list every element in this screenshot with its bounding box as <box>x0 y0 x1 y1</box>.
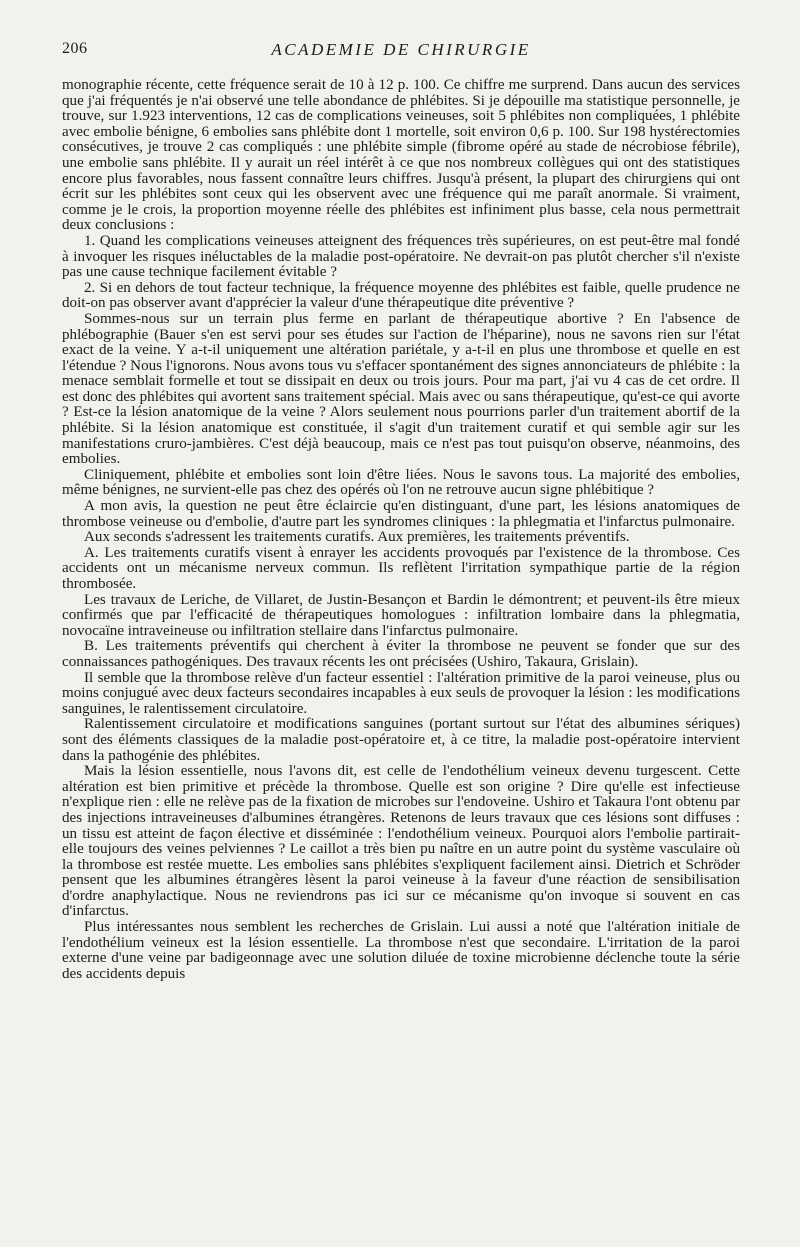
body-text <box>62 78 740 982</box>
paragraph: Les travaux de Leriche, de Villaret, de Justin-Besançon et Bardin le démontrent; et peuvent-ils être mieux confirmés que par l'efficacité de thérapeutiques homologues : infiltration lombaire dans la phlegmatia, novocaïne intraveineuse ou infiltration stellaire dans l'infarctus pulmonaire. <box>62 591 740 639</box>
paragraph: A. Les traitements curatifs visent à enrayer les accidents provoqués par l'existence de la thrombose. Ces accidents ont un mécanisme nerveux commun. Ils reflètent l'irritation sympathique partie de la région thrombosée. <box>62 544 740 592</box>
paragraph: B. Les traitements préventifs qui cherchent à éviter la thrombose ne peuvent se fonder que sur des connaissances pathogéniques. Des travaux récents les ont précisées (Ushiro, Takaura, Grislain). <box>62 638 740 670</box>
paragraph: 1. Quand les complications veineuses atteignent des fréquences très supérieures, on est peut-être mal fondé à invoquer les risques inéluctables de la maladie post-opératoire. Ne devrait-on pas plutôt chercher s'il n'existe pas une cause technique facilement évitable ? <box>62 232 740 281</box>
paragraph: 2. Si en dehors de tout facteur technique, la fréquence moyenne des phlébites est faible, quelle prudence ne doit-on pas observer avant d'apprécier la valeur d'une thérapeutique dite préventive ? <box>62 279 740 312</box>
paragraph: A mon avis, la question ne peut être éclaircie qu'en distinguant, d'une part, les lésions anatomiques de thrombose veineuse ou d'embolie, d'autre part les syndromes cliniques : la phlegmatia et l'infarctus pulmonaire. <box>62 498 740 530</box>
paragraph: Cliniquement, phlébite et embolies sont loin d'être liées. Nous le savons tous. La majorité des embolies, même bénignes, ne survient-elle pas chez des opérés où l'on ne retrouve aucun signe phlébitique ? <box>62 466 740 499</box>
paragraph: Sommes-nous sur un terrain plus ferme en parlant de thérapeutique abortive ? En l'absence de phlébographie (Bauer s'en est servi pour ses études sur l'action de l'héparine), nous ne savons rien sur l'état exact de la veine. Y a-t-il uniquement une altération pariétale, y a-t-il en plus une thrombose et quelle en est l'étendue ? Nous l'ignorons. Nous avons tous vu s'effacer spontanément des signes annonciateurs de phlébite : la menace semblait formelle et tout se dissipait en deux ou trois jours. Pour ma part, j'ai vu 4 cas de cet ordre. Il est donc des phlébites qui avortent sans traitement spécial. Mais avec ou sans thérapeutique, qu'est-ce qui avorte ? Est-ce la lésion anatomique de la veine ? Alors seulement nous pourrions parler d'un traitement abortif de la phlébite. Si la lésion anatomique est constituée, il s'agit d'un traitement curatif et qui semble agir sur les manifestations cruro-jambières. C'est déjà beaucoup, mais ce n'est pas tout puisqu'on observe, néanmoins, des embolies. <box>62 310 740 468</box>
paragraph: Plus intéressantes nous semblent les recherches de Grislain. Lui aussi a noté que l'altération initiale de l'endothélium veineux est la lésion essentielle. La thrombose n'est que secondaire. L'irritation de la paroi externe d'une veine par badigeonnage avec une solution diluée de toxine microbienne déclenche toute la série des accidents depuis <box>62 919 740 982</box>
page-number: 206 <box>62 40 88 57</box>
paragraph: Ralentissement circulatoire et modifications sanguines (portant surtout sur l'état des albumines sériques) sont des éléments classiques de la maladie post-opératoire et, à ce titre, la maladie post-opératoire intervient dans la pathogénie des phlébites. <box>62 716 740 764</box>
running-title: ACADEMIE DE CHIRURGIE <box>271 40 531 59</box>
paragraph: Mais la lésion essentielle, nous l'avons dit, est celle de l'endothélium veineux devenu turgescent. Cette altération est bien primitive et précède la thrombose. Quelle est son origine ? Dire qu'elle est infectieuse n'explique rien : elle ne relève pas de la fixation de microbes sur l'endoveine. Ushiro et Takaura l'ont obtenu par des injections intraveineuses d'albumines étrangères. Retenons de leurs travaux que ces lésions sont diffuses : un tissu est atteint de façon élective et disséminée : l'endothélium veineux. Pourquoi alors l'embolie partirait-elle toujours des veines pelviennes ? Le caillot a très bien pu naître en un autre point du système vasculaire où la thrombose est restée muette. Les embolies sans phlébites s'expliquent facilement ainsi. Dietrich et Schröder pensent que les albumines étrangères lèsent la paroi veineuse à la faveur d'une réaction de sensibilisation d'ordre anaphylactique. Nous ne reviendrons pas ici sur ce mécanisme qu'on invoque si souvent en cas d'infarctus. <box>62 763 740 920</box>
paragraph: Aux seconds s'adressent les traitements curatifs. Aux premières, les traitements préventifs. <box>84 529 630 546</box>
page-header <box>62 40 740 60</box>
paragraph: monographie récente, cette fréquence serait de 10 à 12 p. 100. Ce chiffre me surprend. Dans aucun des services que j'ai fréquentés je n'ai observé une telle abondance de phlébites. Si je dépouille ma statistique personnelle, je trouve, sur 1.923 interventions, 12 cas de complications veineuses, soit 5 phlébites non compliquées, 1 phlébite avec embolie bénigne, 6 embolies sans phlébite dont 1 mortelle, soit environ 0,6 p. 100. Sur 198 hystérectomies consécutives, je trouve 2 cas compliqués : une phlébite simple (fibrome opéré au stade de nécrobiose fébrile), une embolie sans phlébite. Il y aurait un réel intérêt à ce que nos nombreux collègues qui ont des statistiques encore plus favorables, nous fassent connaître leurs chiffres. Jusqu'à présent, la plupart des chirurgiens qui ont écrit sur les phlébites sont ceux qui les observent avec une fréquence qui me paraît anormale. Si vraiment, comme je le crois, la proportion moyenne réelle des phlébites est infiniment plus basse, cela nous permettrait deux conclusions : <box>62 77 740 234</box>
paragraph: Il semble que la thrombose relève d'un facteur essentiel : l'altération primitive de la paroi veineuse, plus ou moins conjugué avec deux facteurs secondaires incapables à eux seuls de provoquer la lésion : les modifications sanguines, le ralentissement circulatoire. <box>62 669 740 717</box>
